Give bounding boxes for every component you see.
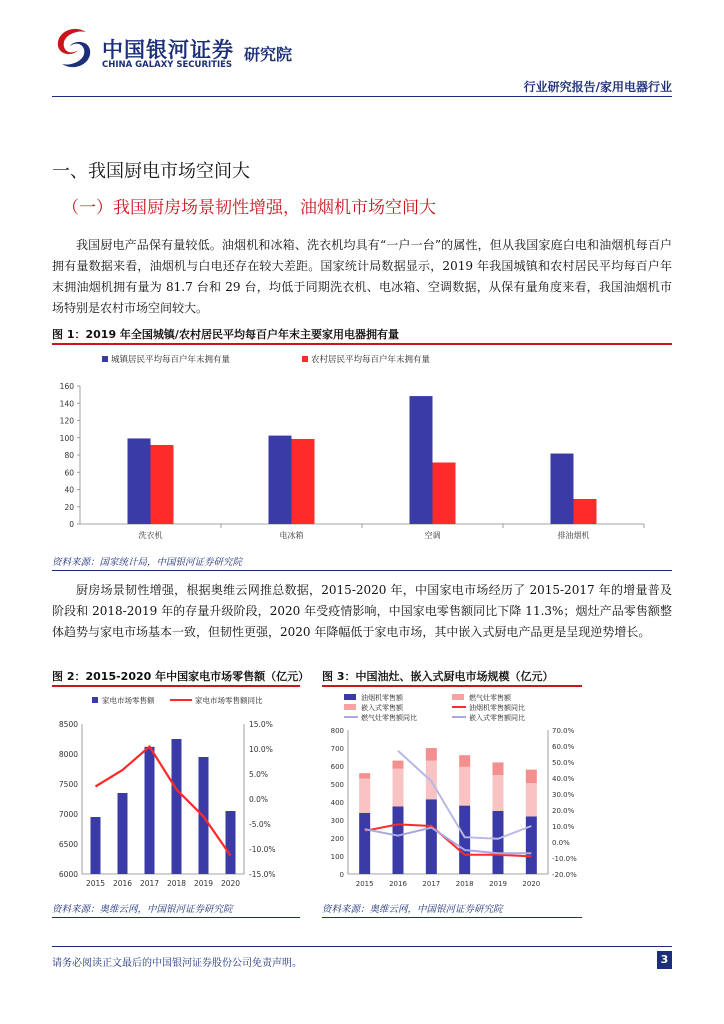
stacked-bar: [459, 806, 470, 874]
stacked-bar: [493, 775, 504, 811]
y-tick-label: 140: [59, 399, 74, 409]
legend-swatch: [92, 697, 98, 703]
legend-label: 城镇居民平均每百户年末拥有量: [111, 355, 231, 365]
legend-label: 油烟机零售额同比: [469, 704, 525, 712]
galaxy-logo-mark: [52, 26, 94, 70]
y-tick-label-right: 10.0%: [552, 823, 575, 831]
y-tick-label: 100: [59, 433, 74, 443]
stacked-bar: [393, 769, 404, 807]
x-tick-label: 2018: [455, 880, 474, 888]
figure1-title: 图 1：2019 年全国城镇/农村居民平均每百户年末主要家用电器拥有量: [52, 328, 399, 341]
y-tick-label-right: -10.0%: [552, 855, 577, 863]
bar: [172, 739, 182, 874]
y-tick-label-right: 0.0%: [552, 839, 570, 847]
y-tick-label-left: 0: [339, 871, 344, 879]
legend-label: 嵌入式零售额: [361, 704, 403, 712]
stacked-bar: [359, 813, 370, 874]
y-tick-label: 20: [64, 502, 74, 512]
y-tick-label-right: 20.0%: [552, 807, 575, 815]
legend-swatch: [344, 694, 356, 700]
y-tick-label-right: 10.0%: [249, 745, 273, 754]
x-tick-label: 2018: [166, 879, 187, 888]
y-tick-label: 40: [64, 485, 74, 495]
institute-label: 研究院: [244, 45, 293, 64]
bar: [410, 396, 433, 524]
figure2-source-rule: [52, 917, 300, 918]
x-tick-label: 2019: [193, 879, 214, 888]
figure2-source: 资料来源：奥维云网，中国银河证券研究院: [52, 904, 233, 915]
y-tick-label-left: 100: [330, 853, 344, 861]
y-tick-label: 120: [59, 416, 74, 426]
bar: [226, 811, 236, 874]
legend-label: 家电市场零售额: [102, 696, 155, 705]
figure3-source: 资料来源：奥维云网，中国银河证券研究院: [322, 904, 503, 915]
x-tick-label: 2017: [139, 879, 160, 888]
figure3-chart: [322, 688, 582, 893]
x-tick-label: 排油烟机: [557, 531, 590, 540]
y-tick-label-right: 50.0%: [552, 759, 575, 767]
y-tick-label-right: -10.0%: [249, 845, 276, 854]
y-tick-label-left: 6000: [58, 870, 78, 879]
subsection-heading: （一）我国厨房场景韧性增强，油烟机市场空间大: [62, 198, 436, 218]
figure3-title: 图 3：中国油灶、嵌入式厨电市场规模（亿元）: [322, 670, 554, 683]
bar: [128, 438, 151, 524]
y-tick-label: 0: [69, 520, 74, 529]
stacked-bar: [493, 762, 504, 775]
bar: [433, 463, 456, 524]
figure1-source: 资料来源：国家统计局，中国银河证券研究院: [52, 557, 243, 568]
x-tick-label: 2020: [522, 880, 541, 888]
legend-label: 燃气灶零售额同比: [361, 714, 417, 722]
stacked-bar: [459, 767, 470, 806]
x-tick-label: 洗衣机: [138, 531, 163, 540]
y-tick-label-right: 15.0%: [249, 720, 273, 729]
bar: [145, 747, 155, 874]
y-tick-label-right: 40.0%: [552, 775, 575, 783]
series-line: [365, 824, 532, 856]
y-tick-label-left: 8500: [58, 720, 78, 729]
y-tick-label-left: 7000: [58, 810, 78, 819]
header-rule: [52, 96, 672, 97]
stacked-bar: [393, 807, 404, 875]
stacked-bar: [426, 799, 437, 874]
stacked-bar: [459, 755, 470, 767]
stacked-bar: [526, 770, 537, 784]
y-tick-label: 80: [64, 451, 74, 460]
stacked-bar: [359, 779, 370, 813]
legend-label: 嵌入式零售额同比: [469, 714, 525, 722]
y-tick-label-left: 8000: [58, 750, 78, 759]
bar: [151, 445, 174, 524]
y-tick-label-right: -15.0%: [249, 870, 276, 879]
y-tick-label-right: -20.0%: [552, 871, 577, 879]
stacked-bar: [526, 783, 537, 816]
figure1-rule: [52, 343, 672, 345]
x-tick-label: 电冰箱: [279, 531, 304, 540]
y-tick-label-right: 60.0%: [552, 743, 575, 751]
y-tick-label-right: 5.0%: [249, 770, 269, 779]
x-tick-label: 2020: [220, 879, 241, 888]
company-name-en: CHINA GALAXY SECURITIES: [102, 60, 233, 70]
legend-label: 农村居民平均每百户年末拥有量: [311, 355, 431, 365]
figure2-chart: [52, 688, 300, 893]
y-tick-label-left: 800: [330, 727, 344, 735]
legend-swatch: [102, 356, 108, 362]
paragraph-1: 我国厨电产品保有量较低。油烟机和冰箱、洗衣机均具有“一户一台”的属性，但从我国家庭白电和油烟机每百户拥有量数据来看，油烟机与白电还存在较大差距。国家统计局数据显示，2019 年我国城镇和农村居民平均每百户年末拥油烟机拥有量为 81.7 台和 29 台，均低于同期洗衣机、电冰箱、空调数据，从保有量角度来看，我国油烟机市场特别是农村市场空间较大。: [52, 238, 672, 315]
bar: [118, 793, 128, 874]
y-tick-label-left: 400: [330, 799, 344, 807]
bar: [269, 436, 292, 524]
x-tick-label: 2016: [389, 880, 407, 888]
paragraph-2: 厨房场景韧性增强，根据奥维云网推总数据，2015-2020 年，中国家电市场经历了 2015-2017 年的增量普及阶段和 2018-2019 年的存量升级阶段，2020 年受疫情影响，中国家电零售额同比下降 11.3%；烟灶产品零售额整体趋势与家电市场基本一致，但韧性更强，2020 年降幅低于家电市场，其中嵌入式厨电产品更是呈现逆势增长。: [52, 583, 672, 639]
report-type: 行业研究报告/家用电器行业: [523, 80, 672, 94]
x-tick-label: 2015: [85, 879, 106, 888]
y-tick-label-right: 30.0%: [552, 791, 575, 799]
x-tick-label: 2017: [422, 880, 441, 888]
figure1-chart: [52, 346, 672, 546]
x-tick-label: 2016: [112, 879, 133, 888]
bar: [574, 499, 597, 524]
series-line: [96, 747, 231, 856]
figure2-rule: [52, 685, 300, 687]
stacked-bar: [526, 816, 537, 874]
y-tick-label: 160: [59, 382, 74, 391]
y-tick-label-left: 600: [330, 763, 344, 771]
page-number: 3: [657, 951, 672, 969]
company-name-cn: 中国银河证券: [102, 38, 234, 62]
section-heading: 一、我国厨电市场空间大: [52, 161, 250, 182]
stacked-bar: [359, 773, 370, 778]
stacked-bar: [493, 811, 504, 874]
y-tick-label-left: 6500: [58, 840, 78, 849]
figure1-source-rule: [52, 570, 672, 571]
figure2-title: 图 2：2015-2020 年中国家电市场零售额（亿元）: [52, 670, 310, 683]
legend-swatch: [344, 704, 356, 710]
legend-label: 燃气灶零售额: [469, 694, 511, 702]
footer-rule: [52, 946, 672, 947]
footer-disclaimer: 请务必阅读正文最后的中国银河证券股份公司免责声明。: [52, 958, 302, 969]
y-tick-label-right: 70.0%: [552, 727, 575, 735]
y-tick-label-right: 0.0%: [249, 795, 269, 804]
figure3-source-rule: [322, 917, 582, 918]
y-tick-label-left: 7500: [58, 780, 78, 789]
legend-label: 家电市场零售额同比: [195, 696, 263, 705]
bar: [91, 817, 101, 874]
stacked-bar: [426, 748, 437, 761]
y-tick-label-left: 700: [330, 745, 344, 753]
x-tick-label: 2015: [355, 880, 374, 888]
y-tick-label: 60: [64, 468, 74, 478]
legend-label: 油烟机零售额: [361, 694, 403, 702]
x-tick-label: 空调: [424, 531, 441, 540]
bar: [292, 439, 315, 524]
y-tick-label-left: 300: [330, 817, 344, 825]
y-tick-label-left: 500: [330, 781, 344, 789]
x-tick-label: 2019: [489, 880, 507, 888]
y-tick-label-right: -5.0%: [249, 820, 271, 829]
y-tick-label-left: 200: [330, 835, 344, 843]
stacked-bar: [393, 761, 404, 769]
legend-swatch: [302, 356, 308, 362]
bar: [551, 454, 574, 524]
legend-swatch: [452, 694, 464, 700]
figure3-rule: [322, 685, 582, 687]
